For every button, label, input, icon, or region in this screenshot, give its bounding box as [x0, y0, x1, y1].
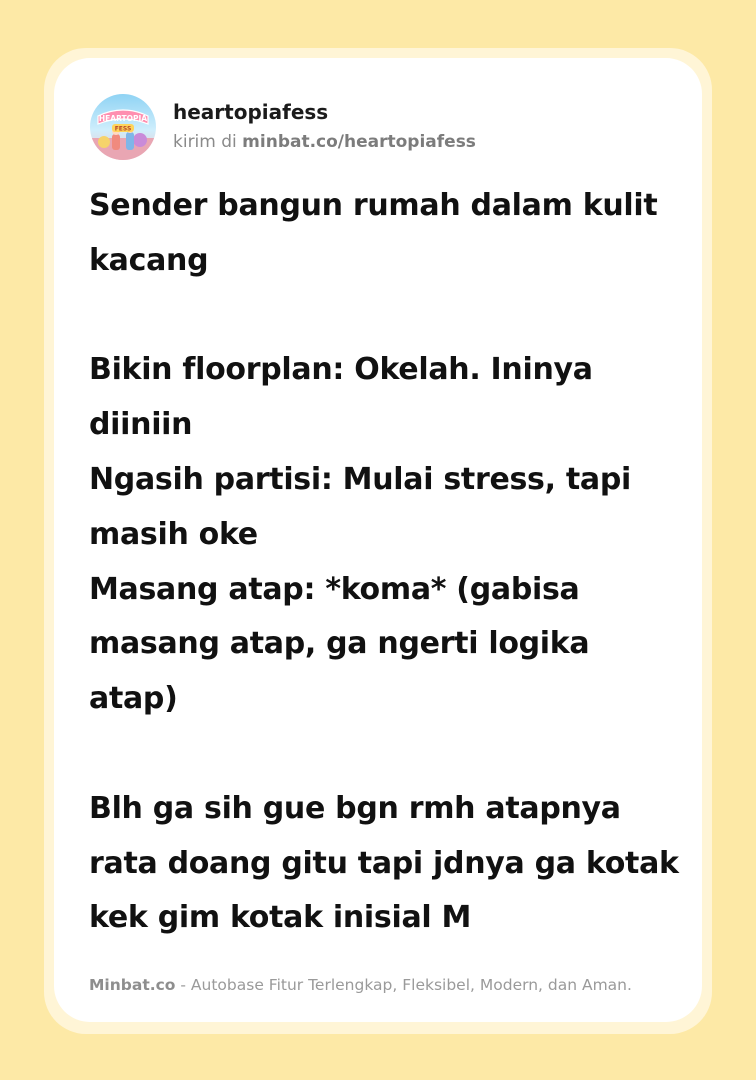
account-name[interactable]: heartopiafess [173, 100, 329, 124]
send-info [173, 132, 476, 152]
message-line: Sender bangun rumah dalam kulit [89, 188, 658, 223]
message-line: masih oke [89, 516, 258, 552]
message-line: masang atap, ga ngerti logika [89, 626, 590, 662]
message-line [89, 727, 679, 782]
message-line: diiniin [89, 407, 193, 443]
message-line: Ngasih partisi: Mulai stress, tapi [89, 461, 631, 497]
message-line: rata doang gitu tapi jdnya ga kotak [89, 845, 679, 881]
message-line: Masang atap: *koma* (gabisa [89, 571, 580, 607]
send-link[interactable]: minbat.co/heartopiafess [242, 132, 476, 152]
post-card [54, 58, 702, 1022]
message-line: kek gim kotak inisial M [89, 900, 472, 936]
message-body [89, 179, 679, 946]
send-prefix: kirim di [173, 132, 237, 152]
avatar-text-bottom: FESS [114, 125, 132, 133]
message-line: atap) [89, 681, 178, 717]
avatar-text-top: HEARTOPIA [98, 114, 148, 123]
message-line: Bikin floorplan: Okelah. Ininya [89, 352, 593, 388]
avatar[interactable] [90, 94, 156, 160]
footer [89, 976, 632, 994]
message-line: kacang [89, 242, 209, 278]
avatar-logo-icon [90, 94, 156, 160]
message-line [89, 289, 679, 344]
message-line: Blh ga sih gue bgn rmh atapnya [89, 790, 621, 826]
footer-tagline: - Autobase Fitur Terlengkap, Fleksibel, Modern, dan Aman. [175, 976, 632, 994]
footer-brand[interactable]: Minbat.co [89, 976, 176, 994]
